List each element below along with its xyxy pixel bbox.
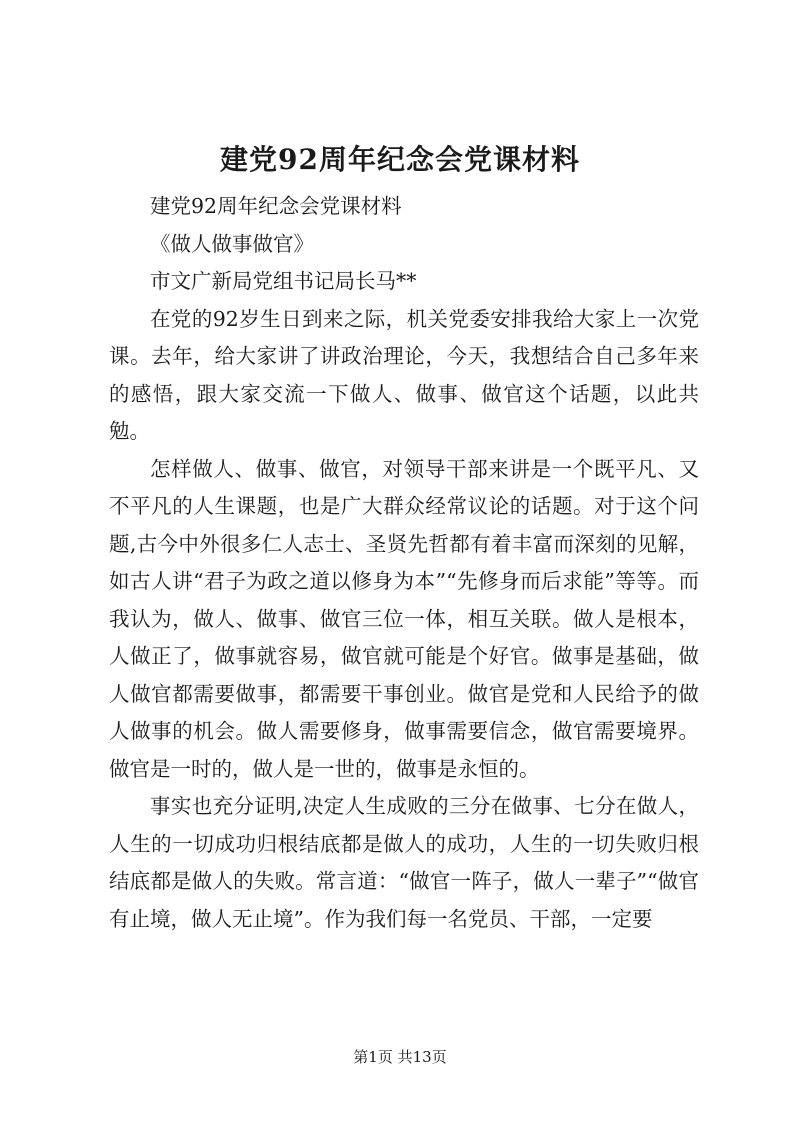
- page-footer: 第1页 共13页: [353, 1048, 447, 1066]
- paragraph-intro: 在党的92岁生日到来之际，机关党委安排我给大家上一次党课。去年，给大家讲了讲政治理论，今天，我想结合自己多年来的感悟，跟大家交流一下做人、做事、做官这个话题，以此共勉。: [109, 306, 699, 443]
- paragraph-main: 怎样做人、做事、做官，对领导干部来讲是一个既平凡、又不平凡的人生课题，也是广大群众经常议论的话题。对于这个问题,古今中外很多仁人志士、圣贤先哲都有着丰富而深刻的见解，如古人讲“君子为政之道以修身为本”“先修身而后求能”等等。而我认为，做人、做事、做官三位一体，相互关联。做人是根本，人做正了，做事就容易，做官就可能是个好官。做事是基础，做人做官都需要做事，都需要干事创业。做官是党和人民给予的做人做事的机会。做人需要修身，做事需要信念，做官需要境界。做官是一时的，做人是一世的，做事是永恒的。: [109, 456, 699, 781]
- paragraph-subtitle: 建党92周年纪念会党课材料: [150, 194, 402, 218]
- paragraph-author: 市文广新局党组书记局长马**: [150, 269, 417, 293]
- document-body: [109, 188, 699, 938]
- paragraph-conclusion: 事实也充分证明,决定人生成败的三分在做事、七分在做人，人生的一切成功归根结底都是做人的成功，人生的一切失败归根结底都是做人的失败。常言道：“做官一阵子，做人一辈子”“做官有止境，做人无止境”。作为我们每一名党员、干部，一定要: [109, 794, 699, 931]
- document-title: 建党92周年纪念会党课材料: [220, 143, 580, 176]
- paragraph-lecture-name: 《做人做事做官》: [150, 231, 314, 256]
